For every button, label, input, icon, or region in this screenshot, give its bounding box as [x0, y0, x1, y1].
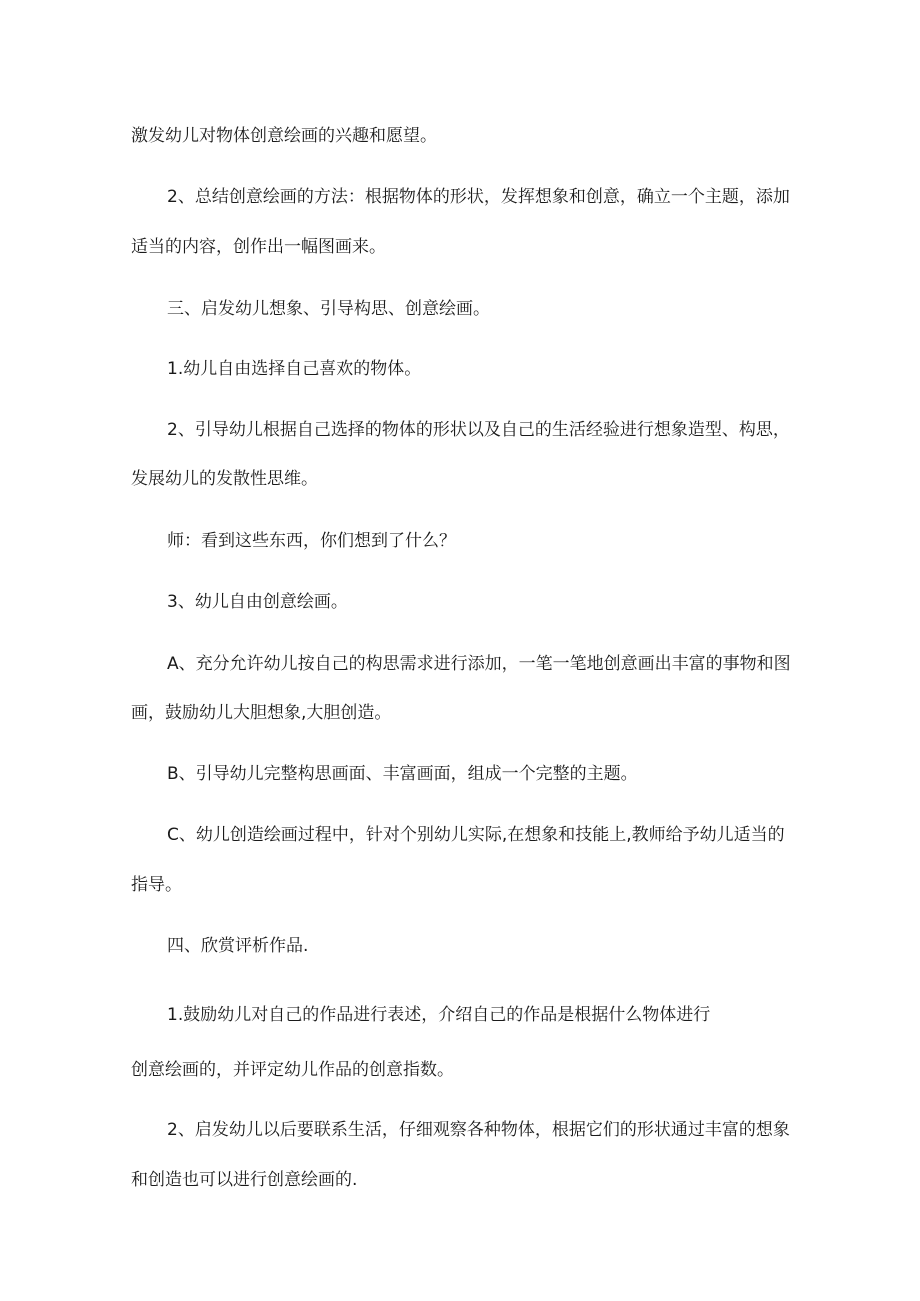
text-line: 激发幼儿对物体创意绘画的兴趣和愿望。 [131, 126, 437, 146]
text-line: 创意绘画的，并评定幼儿作品的创意指数。 [131, 1060, 454, 1080]
text-line: 师：看到这些东西，你们想到了什么？ [167, 531, 456, 551]
text-line: 发展幼儿的发散性思维。 [131, 469, 318, 489]
text-line: 2、启发幼儿以后要联系生活，仔细观察各种物体，根据它们的形状通过丰富的想象 [167, 1120, 790, 1140]
text-line: 1.鼓励幼儿对自己的作品进行表述，介绍自己的作品是根据什么物体进行 [167, 1005, 711, 1025]
section-heading: 三、启发幼儿想象、引导构思、创意绘画。 [167, 299, 490, 319]
text-line: 2、引导幼儿根据自己选择的物体的形状以及自己的生活经验进行想象造型、构思， [167, 420, 790, 440]
text-line: 3、幼儿自由创意绘画。 [167, 592, 348, 612]
text-line: 2、总结创意绘画的方法：根据物体的形状，发挥想象和创意，确立一个主题，添加 [167, 187, 790, 207]
text-line: 画，鼓励幼儿大胆想象,大胆创造。 [131, 703, 392, 723]
text-line: B、引导幼儿完整构思画面、丰富画面，组成一个完整的主题。 [167, 764, 638, 784]
text-line: 指导。 [131, 875, 182, 895]
text-line: 适当的内容，创作出一幅图画来。 [131, 237, 386, 257]
text-line: A、充分允许幼儿按自己的构思需求进行添加，一笔一笔地创意画出丰富的事物和图 [167, 654, 791, 674]
text-line: 1.幼儿自由选择自己喜欢的物体。 [167, 359, 422, 379]
text-line: 和创造也可以进行创意绘画的. [131, 1170, 358, 1190]
section-heading: 四、欣赏评析作品. [167, 936, 309, 956]
text-line: C、幼儿创造绘画过程中，针对个别幼儿实际,在想象和技能上,教师给予幼儿适当的 [167, 825, 785, 845]
